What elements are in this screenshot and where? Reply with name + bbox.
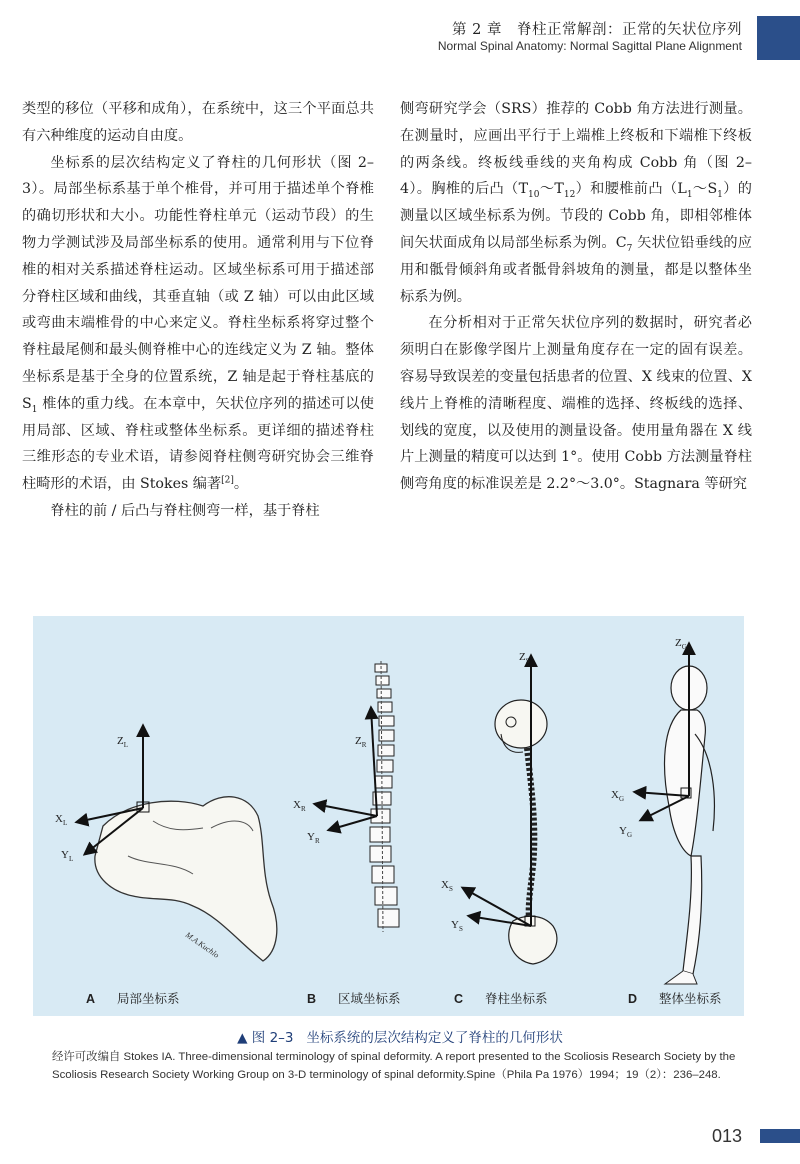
panel-label-c: C 脊柱坐标系 [454, 991, 548, 1006]
panel-label-b: B 区域坐标系 [307, 991, 401, 1006]
axis-y-regional: $Y_R$ [307, 831, 320, 845]
figure-illustration [33, 616, 744, 1016]
figure-source-note: 经许可改编自 Stokes IA. Three-dimensional terminology of spinal deformity. A report presented to the Scoliosis Research Society by the Scoliosis Research Society Working Group on 3-D terminology of spinal deformity.Spine（Phila Pa 1976）1994；19（2）：236–248. [52, 1051, 736, 1081]
right-paragraph-2: 在分析相对于正常矢状位序列的数据时，研究者必须明白在影像学图片上测量角度存在一定的固有误差。容易导致误差的变量包括患者的位置、X 线束的位置、X 线片上脊椎的清晰程度、端椎的选择、终板线的选择、划线的宽度，以及使用的测量设备。使用量角器在 X 线片上测量的精度可以达到 1°。使用 Cobb 方法测量脊柱侧弯角度的标准误差是 2.2°～3.0°。Stagnara 等研究 [400, 315, 752, 493]
panel-d-body [611, 637, 714, 984]
panel-a-vertebra [55, 726, 277, 961]
panel-label-d: D 整体坐标系 [628, 991, 722, 1006]
axis-x-spinal: $X_S$ [441, 879, 453, 893]
header-accent-bar [757, 16, 800, 60]
axis-x-regional: $X_R$ [293, 799, 306, 813]
citation-ref[interactable]: [2] [221, 475, 234, 486]
axis-z-regional: $Z_R$ [355, 735, 367, 749]
axis-z-global: $Z_G$ [675, 637, 687, 651]
caption-marker-icon: ▲ [237, 1030, 248, 1046]
panel-label-a: A 局部坐标系 [86, 991, 180, 1006]
axis-x-global: $X_G$ [611, 789, 625, 803]
left-paragraph-1: 类型的移位（平移和成角），在系统中，这三个平面总共有六种维度的运动自由度。 [22, 101, 374, 144]
caption-number: 图 2–3 [251, 1030, 294, 1046]
page-number: 013 [712, 1126, 743, 1146]
right-column [400, 96, 752, 498]
illustrator-signature: M.A.Kuchlo [183, 930, 221, 960]
axis-z-local: $Z_L$ [117, 735, 129, 749]
axis-y-local: $Y_L$ [61, 849, 74, 863]
left-paragraph-3: 脊柱的前 / 后凸与脊柱侧弯一样，基于脊柱 [50, 502, 320, 519]
axis-x-local: $X_L$ [55, 813, 68, 827]
chapter-title-en: Normal Spinal Anatomy: Normal Sagittal Plane Alignment [437, 39, 742, 53]
caption-text: 坐标系统的层次结构定义了脊柱的几何形状 [306, 1030, 563, 1046]
panel-b-spine [293, 661, 399, 932]
figure-caption [0, 1026, 800, 1046]
figure-2-3 [33, 616, 744, 1016]
footer-accent-bar [760, 1129, 800, 1143]
panel-c-skeleton [441, 651, 557, 964]
chapter-title-cn: 第 2 章 脊柱正常解剖：正常的矢状位序列 [452, 22, 742, 38]
right-paragraph-1: 侧弯研究学会（SRS）推荐的 Cobb 角方法进行测量。在测量时，应画出平行于上端椎上终板和下端椎下终板的两条线。终板线垂线的夹角构成 Cobb 角（图 2–4）。胸椎的后凸$(T_{10}\sim T_{12})$和腰椎前凸$(L_1\sim S_1)$的测量以区域坐标系为例。节段的 Cobb 角，即相邻椎体间矢状面成角以局部坐标系为例。$C_7$ 矢状位铅垂线的应用和骶骨倾斜角或者骶骨斜坡角的测量，都是以整体坐标系为例。 [400, 101, 752, 305]
left-paragraph-2: 坐标系的层次结构定义了脊柱的几何形状（图 2–3）。局部坐标系基于单个椎骨，并可用于描述单个脊椎的确切形状和大小。功能性脊柱单元（运动节段）的生物力学测试涉及局部坐标系的使用。通常利用与下位脊椎的相对关系描述脊柱运动。区域坐标系可用于描述部分脊柱区域和曲线，其垂直轴（或 Z 轴）可以由此区域或弯曲末端椎骨的中心来定义。脊柱坐标系将穿过整个脊柱最尾侧和最头侧脊椎中心的连线定义为 Z 轴。整体坐标系是基于全身的位置系统，Z 轴是起于脊柱基底的 $S_1$ 椎体的重力线。在本章中，矢状位序列的描述可以使用局部、区域、脊柱或整体坐标系。更详细的描述脊柱三维形态的专业术语，请参阅脊柱侧弯研究协会三维脊柱畸形的术语，由 Stokes 编著[2]。 [22, 154, 374, 493]
left-column [22, 96, 374, 525]
axis-y-global: $Y_G$ [619, 825, 633, 839]
axis-y-spinal: $Y_S$ [451, 919, 463, 933]
axis-z-spinal: $Z_S$ [519, 651, 530, 665]
